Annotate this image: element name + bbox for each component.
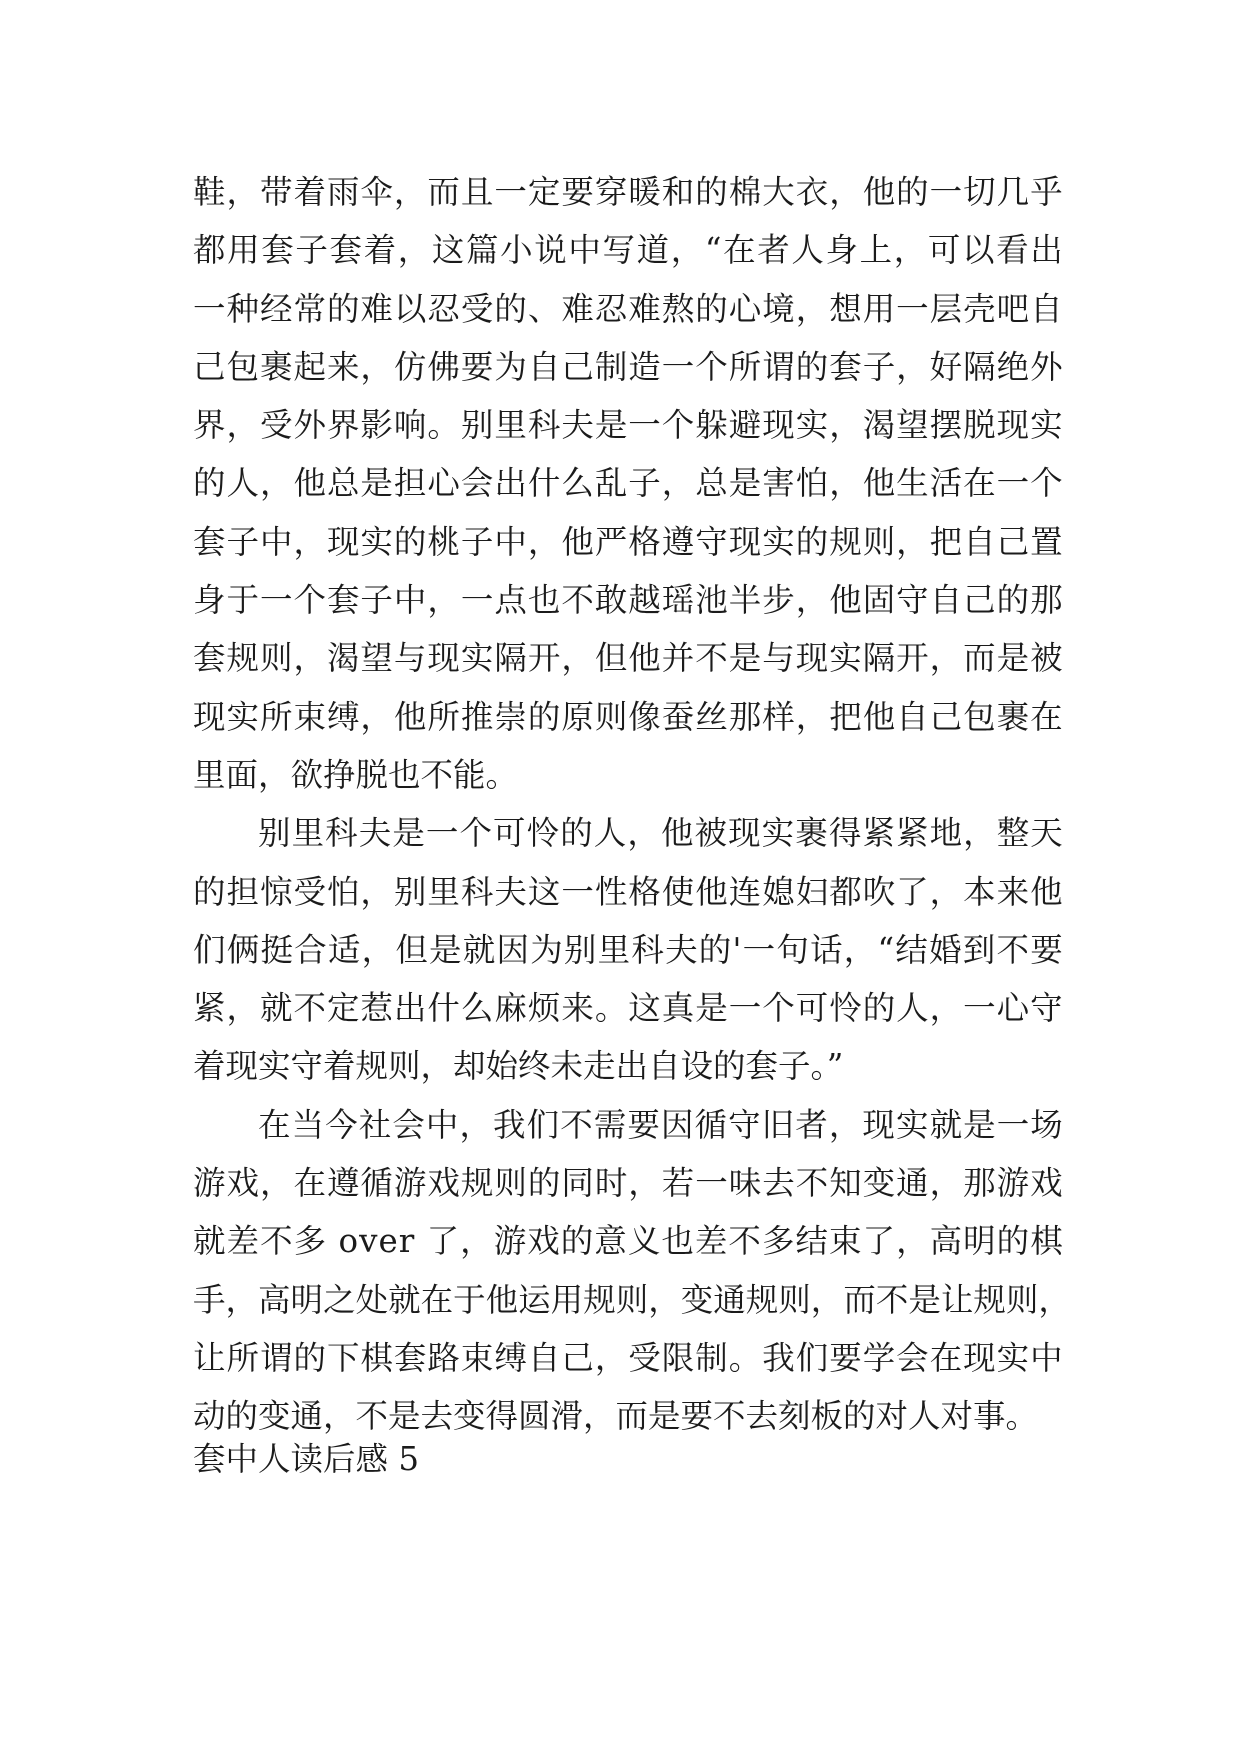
text-line: 着现实守着规则，却始终未走出自设的套子。” [193,1047,844,1086]
text-line: 的 人 ， 他 总 是 担 心 会 出 什 么 乱 子 ， 总 是 害 怕 ， 他 生 活 在 一 个 [193,464,1063,503]
text-line: 动的变通，不是去变得圆滑，而是要不去刻板的对人对事。 [193,1397,1039,1436]
text-line: 套 子 中 ， 现 实 的 桃 子 中 ， 他 严 格 遵 守 现 实 的 规 则 ， 把 自 己 置 [193,522,1063,561]
text-line: 游 戏 ， 在 遵 循 游 戏 规 则 的 同 时 ， 若 一 味 去 不 知 变 通 ， 那 游 戏 [193,1164,1063,1203]
text-line: 里面，欲挣脱也不能。 [193,755,519,794]
paragraph [193,1096,1071,1446]
document-body [193,163,1071,1446]
text-line: 界 ， 受 外 界 影 响 。 别 里 科 夫 是 一 个 躲 避 现 实 ， 渴 望 摆 脱 现 实 [193,406,1063,445]
paragraph [193,804,1063,1095]
text-line: 都 用 套 子 套 着 ， 这 篇 小 说 中 写 道 ， “ 在 者 人 身 上 ， 可 以 看 出 [193,231,1063,270]
text-line: 在 当 今 社 会 中 ， 我 们 不 需 要 因 循 守 旧 者 ， 现 实 就 是 一 场 [258,1105,1063,1144]
text-line: 手 ， 高 明 之 处 就 在 于 他 运 用 规 则 ， 变 通 规 则 ， 而 不 是 让 规 则 ， [193,1280,1071,1319]
text-line: 现 实 所 束 缚 ， 他 所 推 崇 的 原 则 像 蚕 丝 那 样 ， 把 他 自 己 包 裹 在 [193,697,1063,736]
text-line: 让 所 谓 的 下 棋 套 路 束 缚 自 己 ， 受 限 制 。 我 们 要 学 会 在 现 实 中 [193,1338,1063,1377]
text-line: 套 规 则 ， 渴 望 与 现 实 隔 开 ， 但 他 并 不 是 与 现 实 隔 开 ， 而 是 被 [193,639,1063,678]
text-line: 己 包 裹 起 来 ， 仿 佛 要 为 自 己 制 造 一 个 所 谓 的 套 子 ， 好 隔 绝 外 [193,347,1063,386]
text-line: 别 里 科 夫 是 一 个 可 怜 的 人 ， 他 被 现 实 裹 得 紧 紧 地 ， 整 天 [258,814,1063,853]
text-line: 就 差 不 多 o v e r 了 ， 游 戏 的 意 义 也 差 不 多 结 束 了 ， 高 明 的 棋 [193,1222,1063,1261]
text-line: 鞋 ， 带 着 雨 伞 ， 而 且 一 定 要 穿 暖 和 的 棉 大 衣 ， 他 的 一 切 几 乎 [193,173,1063,211]
text-line: 身 于 一 个 套 子 中 ， 一 点 也 不 敢 越 瑶 池 半 步 ， 他 固 守 自 己 的 那 [193,581,1063,620]
paragraph [193,163,1063,804]
text-line: 们 俩 挺 合 适 ， 但 是 就 因 为 别 里 科 夫 的 ' 一 句 话 ， “ 结 婚 到 不 要 [193,930,1063,969]
text-line: 紧 ， 就 不 定 惹 出 什 么 麻 烦 来 。 这 真 是 一 个 可 怜 的 人 ， 一 心 守 [193,989,1063,1028]
section-heading: 套中人读后感 5 [193,1440,420,1478]
text-line: 的 担 惊 受 怕 ， 别 里 科 夫 这 一 性 格 使 他 连 媳 妇 都 吹 了 ， 本 来 他 [193,872,1063,911]
text-line: 一 种 经 常 的 难 以 忍 受 的 、 难 忍 难 熬 的 心 境 ， 想 用 一 层 壳 吧 自 [193,289,1063,328]
